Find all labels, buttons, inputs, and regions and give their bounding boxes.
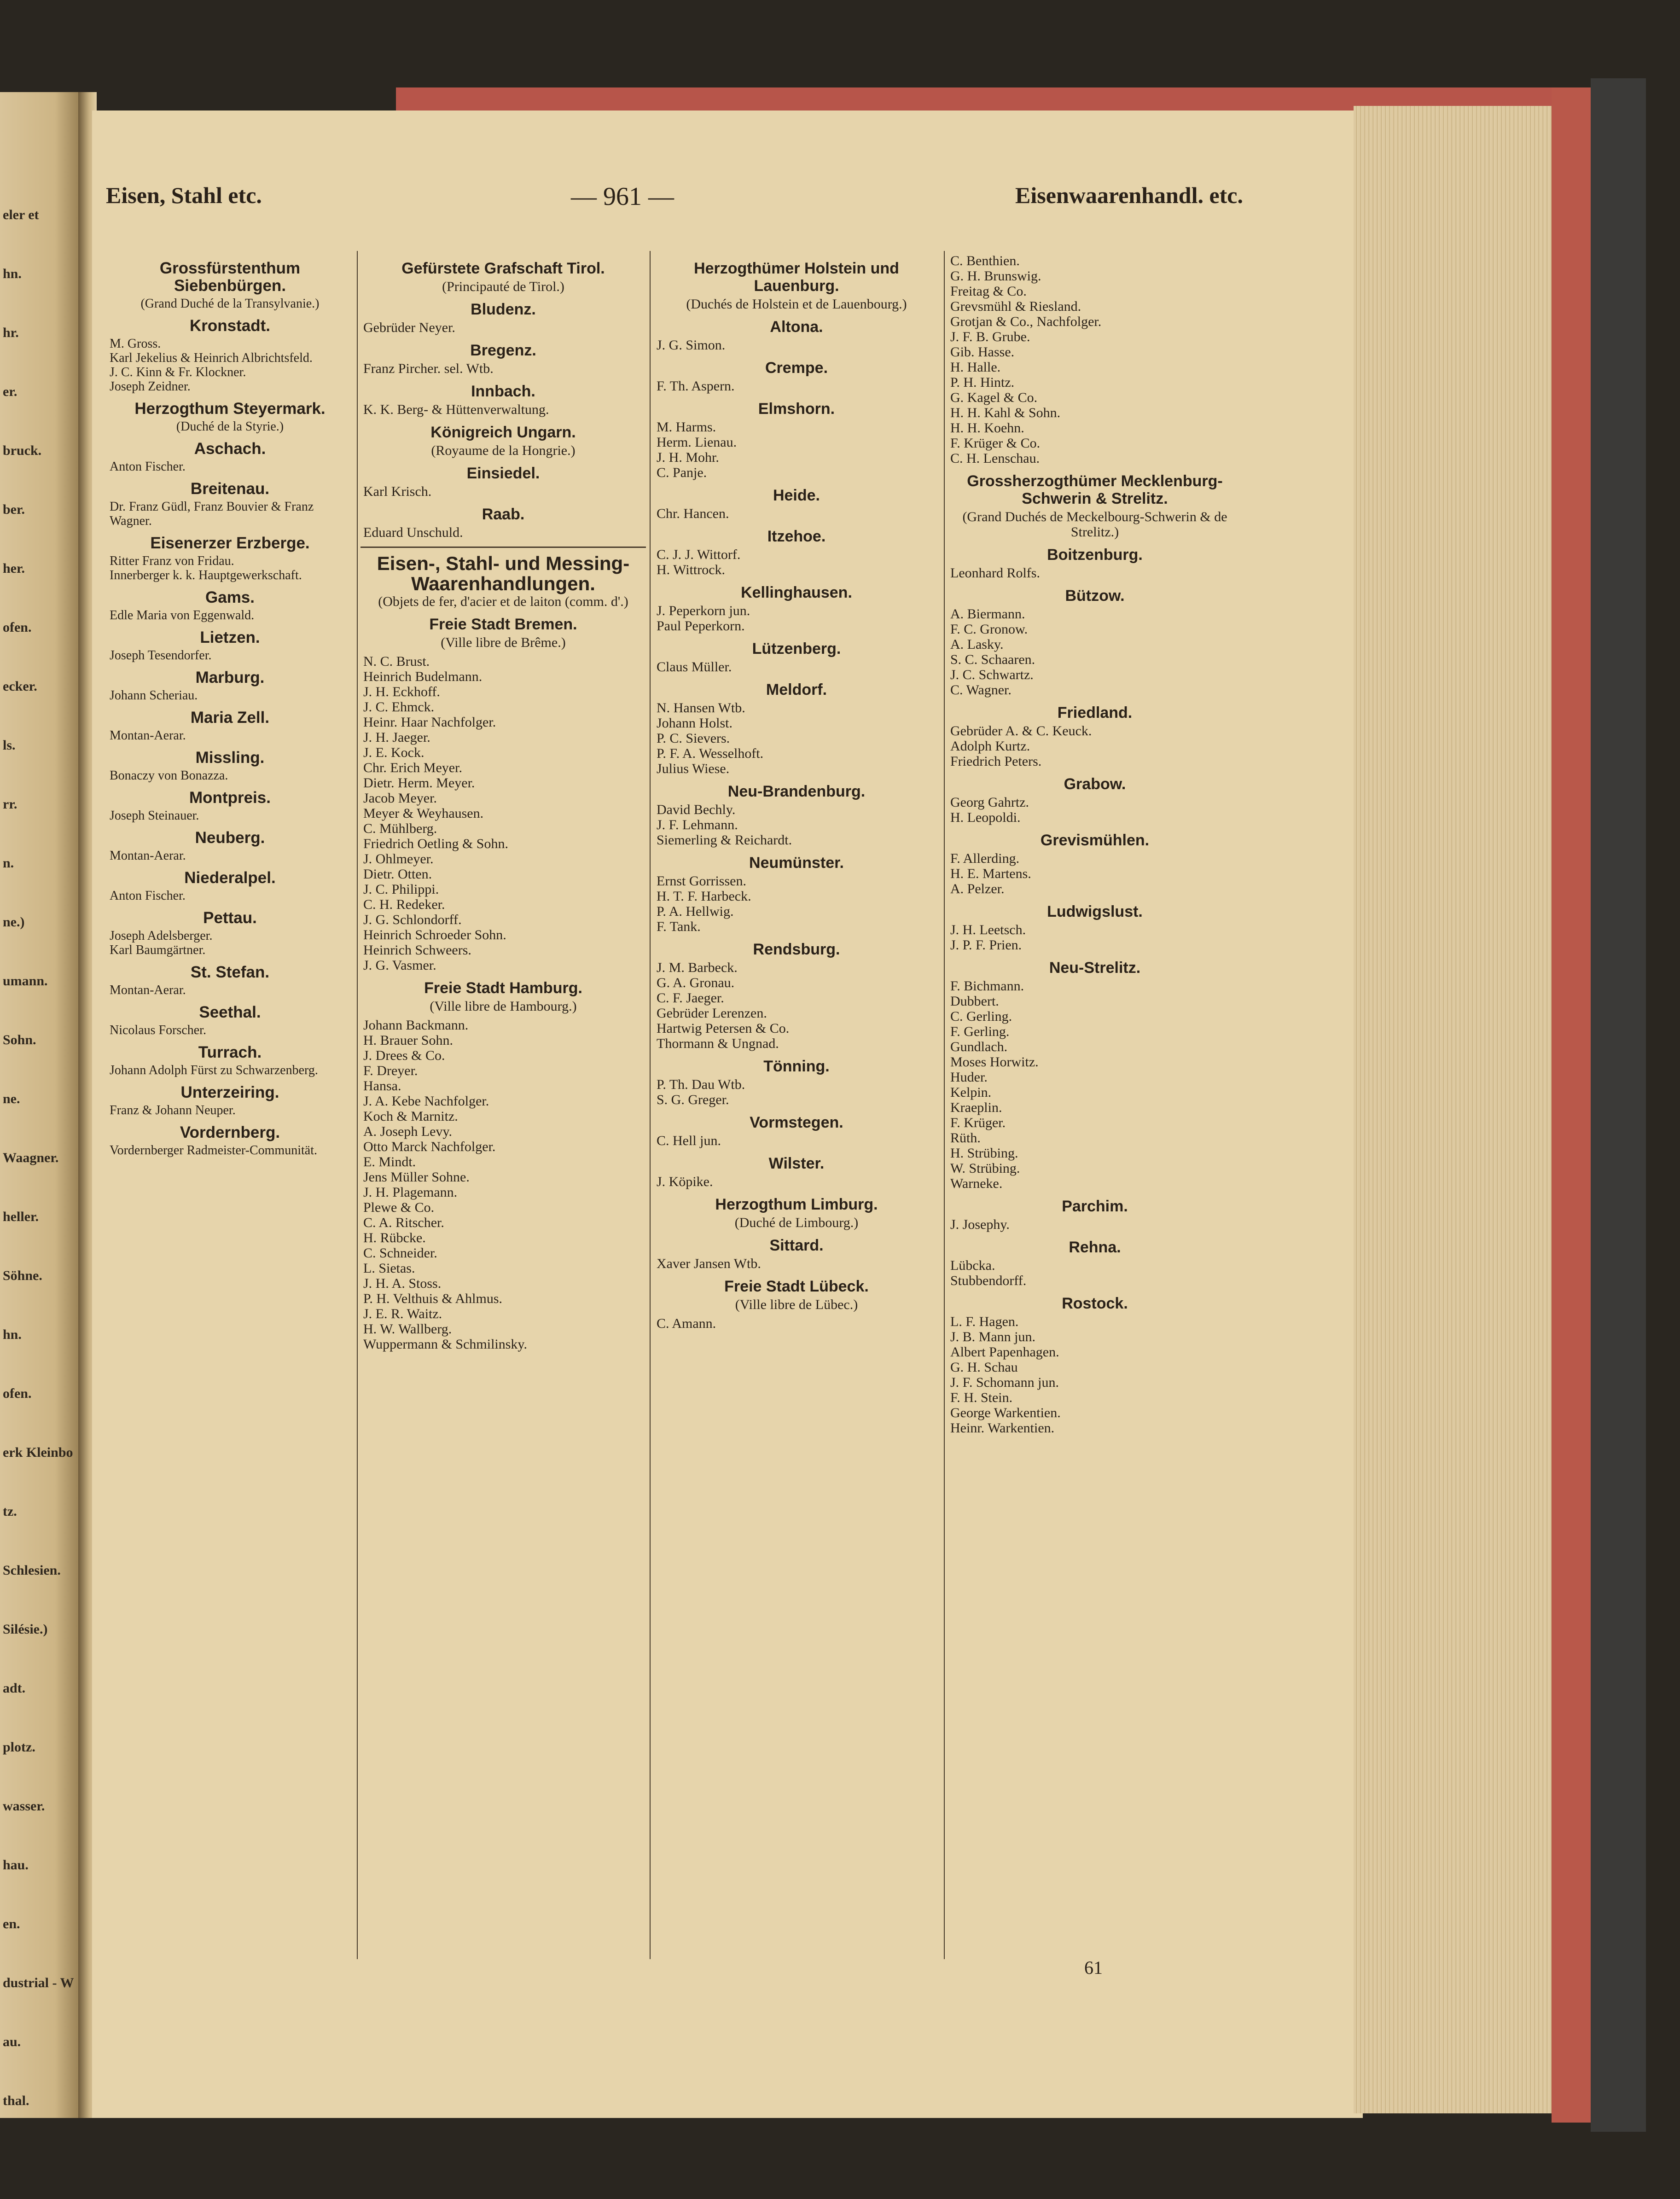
signature-mark: 61 bbox=[1084, 1957, 1103, 1978]
directory-entry: C. F. Jaeger. bbox=[657, 990, 724, 1006]
place-heading: Friedland. bbox=[1057, 704, 1133, 721]
directory-entry: A. Joseph Levy. bbox=[363, 1124, 453, 1139]
directory-entry: P. F. A. Wesselhoft. bbox=[657, 746, 764, 761]
directory-entry: C. Amann. bbox=[657, 1316, 716, 1331]
directory-entry: Freitag & Co. bbox=[950, 284, 1027, 299]
directory-entry: Joseph Adelsberger. bbox=[110, 929, 213, 943]
directory-entry: J. G. Simon. bbox=[657, 337, 726, 353]
place-heading: Breitenau. bbox=[190, 480, 270, 498]
directory-entry: A. Pelzer. bbox=[950, 881, 1005, 896]
previous-page-text: ne.) bbox=[3, 914, 25, 930]
directory-entry: J. Peperkorn jun. bbox=[657, 603, 750, 618]
directory-entry: Gib. Hasse. bbox=[950, 344, 1015, 360]
directory-entry: Xaver Jansen Wtb. bbox=[657, 1256, 761, 1271]
previous-page-text: hr. bbox=[3, 325, 19, 340]
previous-page-text: dustrial - W bbox=[3, 1975, 74, 1990]
directory-entry: Edle Maria von Eggenwald. bbox=[110, 608, 255, 622]
directory-entry: Heinr. Haar Nachfolger. bbox=[363, 715, 496, 730]
subheading: (Grand Duché de la Transylvanie.) bbox=[140, 297, 320, 311]
directory-entry: Franz Pircher. sel. Wtb. bbox=[363, 361, 494, 376]
previous-page-text: ls. bbox=[3, 738, 16, 753]
place-heading: Wilster. bbox=[768, 1155, 825, 1172]
place-heading: Itzehoe. bbox=[767, 528, 826, 545]
directory-entry: Joseph Tesendorfer. bbox=[110, 648, 212, 663]
directory-entry: H. Brauer Sohn. bbox=[363, 1033, 453, 1048]
place-heading: Freie Stadt Hamburg. bbox=[424, 979, 582, 997]
header-right: Eisenwaarenhandl. etc. bbox=[1015, 182, 1243, 208]
directory-entry: J. Drees & Co. bbox=[363, 1048, 445, 1063]
directory-entry: Friedrich Peters. bbox=[950, 754, 1042, 769]
directory-entry: Gebrüder Neyer. bbox=[363, 320, 455, 335]
place-heading: Rostock. bbox=[1062, 1295, 1128, 1312]
directory-entry: C. H. Lenschau. bbox=[950, 451, 1040, 466]
directory-entry: C. J. J. Wittorf. bbox=[657, 547, 741, 562]
directory-entry: G. H. Brunswig. bbox=[950, 268, 1041, 284]
place-heading: Eisenerzer Erzberge. bbox=[150, 534, 310, 552]
directory-entry: Anton Fischer. bbox=[110, 460, 186, 474]
directory-entry: M. Harms. bbox=[657, 419, 716, 435]
place-heading: Parchim. bbox=[1062, 1198, 1128, 1215]
directory-entry: H. W. Wallberg. bbox=[363, 1321, 452, 1337]
previous-page-text: tz. bbox=[3, 1504, 17, 1519]
directory-entry: Montan-Aerar. bbox=[110, 728, 186, 743]
previous-page-fragment bbox=[0, 92, 78, 2118]
directory-entry: J. F. Schomann jun. bbox=[950, 1375, 1059, 1390]
previous-page-text: er. bbox=[3, 384, 17, 399]
place-heading: Freie Stadt Lübeck. bbox=[724, 1278, 869, 1295]
place-heading: Innbach. bbox=[471, 383, 535, 400]
directory-entry: C. H. Redeker. bbox=[363, 897, 445, 912]
directory-entry: Hansa. bbox=[363, 1078, 401, 1094]
directory-entry: Joseph Steinauer. bbox=[110, 809, 199, 823]
place-heading: Rendsburg. bbox=[753, 941, 840, 958]
place-heading: Kellinghausen. bbox=[741, 584, 852, 601]
previous-page-text: eler et bbox=[3, 207, 39, 222]
column-2 bbox=[360, 253, 646, 1352]
place-heading: Vormstegen. bbox=[750, 1114, 843, 1131]
directory-entry: F. H. Stein. bbox=[950, 1390, 1013, 1405]
directory-entry: Koch & Marnitz. bbox=[363, 1109, 458, 1124]
directory-entry: Claus Müller. bbox=[657, 659, 732, 675]
directory-entry: P. Th. Dau Wtb. bbox=[657, 1077, 745, 1092]
place-heading: Pettau. bbox=[203, 909, 257, 927]
directory-entry: Heinrich Schweers. bbox=[363, 942, 471, 958]
directory-entry: C. Panje. bbox=[657, 465, 707, 480]
column-rule bbox=[650, 251, 651, 1959]
place-heading: Raab. bbox=[482, 506, 525, 523]
directory-entry: J. C. Ehmck. bbox=[363, 699, 435, 715]
column-4 bbox=[948, 253, 1242, 1436]
directory-entry: P. A. Hellwig. bbox=[657, 904, 734, 919]
place-heading: Boitzenburg. bbox=[1047, 546, 1143, 564]
previous-page-text: plotz. bbox=[3, 1739, 35, 1755]
directory-entry: Plewe & Co. bbox=[363, 1200, 435, 1215]
directory-entry: F. Bichmann. bbox=[950, 978, 1024, 994]
directory-entry: Montan-Aerar. bbox=[110, 983, 186, 997]
directory-entry: Gundlach. bbox=[950, 1039, 1008, 1054]
previous-page-text: n. bbox=[3, 855, 14, 871]
directory-entry: Moses Horwitz. bbox=[950, 1054, 1039, 1070]
directory-entry: J. Köpike. bbox=[657, 1174, 713, 1189]
directory-entry: H. T. F. Harbeck. bbox=[657, 889, 751, 904]
previous-page-text: rr. bbox=[3, 797, 17, 812]
directory-entry: J. C. Schwartz. bbox=[950, 667, 1034, 682]
place-heading: Königreich Ungarn. bbox=[430, 424, 576, 441]
directory-entry: L. Sietas. bbox=[363, 1261, 415, 1276]
place-heading: Einsiedel. bbox=[466, 465, 540, 482]
directory-entry: G. H. Schau bbox=[950, 1360, 1018, 1375]
directory-entry: Johann Scheriau. bbox=[110, 688, 198, 703]
directory-entry: Ernst Gorrissen. bbox=[657, 873, 746, 889]
subheading: (Ville libre de Lübec.) bbox=[735, 1297, 858, 1312]
directory-entry: Karl Krisch. bbox=[363, 484, 432, 499]
place-heading: Herzogthum Limburg. bbox=[715, 1196, 878, 1213]
place-heading: Gefürstete Grafschaft Tirol. bbox=[401, 260, 605, 277]
directory-entry: H. H. Kahl & Sohn. bbox=[950, 405, 1061, 420]
directory-entry: Rüth. bbox=[950, 1130, 981, 1146]
place-heading: Bludenz. bbox=[471, 301, 536, 318]
directory-entry: Warneke. bbox=[950, 1176, 1003, 1191]
directory-entry: Grotjan & Co., Nachfolger. bbox=[950, 314, 1102, 329]
previous-page-text: her. bbox=[3, 561, 25, 576]
directory-entry: Franz & Johann Neuper. bbox=[110, 1103, 236, 1117]
directory-entry: J. F. B. Grube. bbox=[950, 329, 1030, 344]
subheading: (Duché de Limbourg.) bbox=[734, 1215, 859, 1230]
directory-entry: E. Mindt. bbox=[363, 1154, 416, 1169]
directory-entry: J. F. Lehmann. bbox=[657, 817, 738, 832]
subheading: (Ville libre de Brême.) bbox=[441, 635, 566, 650]
directory-entry: Gebrüder Lerenzen. bbox=[657, 1006, 767, 1021]
place-heading: Niederalpel. bbox=[184, 869, 276, 887]
directory-entry: J. M. Barbeck. bbox=[657, 960, 738, 975]
directory-entry: Dr. Franz Güdl, Franz Bouvier & Franz Wagner. bbox=[110, 500, 314, 528]
directory-entry: Meyer & Weyhausen. bbox=[363, 806, 484, 821]
directory-entry: Paul Peperkorn. bbox=[657, 618, 745, 634]
previous-page-text: Silésie.) bbox=[3, 1622, 48, 1637]
place-heading: Meldorf. bbox=[766, 681, 827, 698]
directory-entry: George Warkentien. bbox=[950, 1405, 1061, 1420]
place-heading: Ludwigslust. bbox=[1047, 903, 1143, 920]
directory-entry: Thormann & Ungnad. bbox=[657, 1036, 779, 1051]
directory-entry: C. Wagner. bbox=[950, 682, 1011, 698]
directory-entry: J. H. Leetsch. bbox=[950, 922, 1026, 937]
directory-entry: Johann Holst. bbox=[657, 716, 732, 731]
directory-entry: F. Tank. bbox=[657, 919, 701, 934]
directory-entry: H. E. Martens. bbox=[950, 866, 1031, 881]
directory-entry: Jacob Meyer. bbox=[363, 791, 437, 806]
place-heading: Tönning. bbox=[763, 1058, 830, 1075]
place-heading: Rehna. bbox=[1069, 1239, 1121, 1256]
directory-entry: J. H. Mohr. bbox=[657, 450, 719, 465]
page-number: — 961 — bbox=[571, 182, 674, 211]
directory-entry: W. Strübing. bbox=[950, 1161, 1020, 1176]
directory-entry: Nicolaus Forscher. bbox=[110, 1023, 206, 1037]
directory-entry: Johann Adolph Fürst zu Schwarzenberg. bbox=[110, 1063, 318, 1077]
place-heading: Bützow. bbox=[1065, 587, 1125, 605]
directory-entry: F. Dreyer. bbox=[363, 1063, 418, 1078]
subheading: (Principauté de Tirol.) bbox=[442, 279, 564, 294]
place-heading: Aschach. bbox=[194, 440, 266, 458]
previous-page-text: hau. bbox=[3, 1857, 29, 1873]
directory-entry: H. Leopoldi. bbox=[950, 810, 1021, 825]
previous-page-text: Söhne. bbox=[3, 1268, 42, 1283]
place-heading: Grevismühlen. bbox=[1040, 832, 1150, 849]
red-cover-edge bbox=[1552, 87, 1591, 2123]
directory-entry: Georg Gahrtz. bbox=[950, 795, 1029, 810]
directory-entry: Vordernberger Radmeister-Communität. bbox=[110, 1143, 317, 1158]
directory-entry: G. Kagel & Co. bbox=[950, 390, 1038, 405]
directory-entry: J. E. Kock. bbox=[363, 745, 424, 760]
place-heading: Missling. bbox=[195, 749, 265, 767]
directory-entry: Karl Jekelius & Heinrich Albrichtsfeld. bbox=[110, 351, 313, 365]
column-1 bbox=[107, 253, 353, 1158]
place-heading: Crempe. bbox=[765, 359, 828, 377]
directory-entry: P. H. Velthuis & Ahlmus. bbox=[363, 1291, 503, 1306]
previous-page-text: umann. bbox=[3, 973, 48, 989]
directory-entry: H. Strübing. bbox=[950, 1146, 1018, 1161]
directory-entry: H. Halle. bbox=[950, 360, 1001, 375]
directory-entry: F. Gerling. bbox=[950, 1024, 1010, 1039]
previous-page-text: ofen. bbox=[3, 620, 32, 635]
directory-entry: J. A. Kebe Nachfolger. bbox=[363, 1094, 489, 1109]
directory-entry: G. A. Gronau. bbox=[657, 975, 735, 990]
directory-entry: J. G. Vasmer. bbox=[363, 958, 436, 973]
directory-entry: C. Mühlberg. bbox=[363, 821, 437, 836]
place-heading: Altona. bbox=[770, 318, 823, 336]
previous-page-text: ber. bbox=[3, 502, 25, 517]
section-title: Eisen-, Stahl- und Messing-Waarenhandlungen. bbox=[360, 547, 646, 594]
subheading: (Duchés de Holstein et de Lauenbourg.) bbox=[686, 297, 907, 312]
directory-entry: J. H. Eckhoff. bbox=[363, 684, 440, 699]
directory-entry: Dietr. Otten. bbox=[363, 867, 432, 882]
directory-entry: C. Gerling. bbox=[950, 1009, 1012, 1024]
place-heading: Turrach. bbox=[198, 1043, 262, 1061]
directory-entry: F. Krüger. bbox=[950, 1115, 1006, 1130]
place-heading: Heide. bbox=[773, 487, 820, 504]
previous-page-text: Waagner. bbox=[3, 1150, 59, 1165]
directory-entry: Leonhard Rolfs. bbox=[950, 565, 1040, 581]
directory-entry: Kelpin. bbox=[950, 1085, 992, 1100]
directory-entry: Montan-Aerar. bbox=[110, 849, 186, 863]
subheading: (Ville libre de Hambourg.) bbox=[430, 999, 577, 1014]
directory-entry: C. A. Ritscher. bbox=[363, 1215, 444, 1230]
directory-entry: Anton Fischer. bbox=[110, 889, 186, 903]
place-heading: Gams. bbox=[205, 588, 255, 606]
directory-entry: J. H. A. Stoss. bbox=[363, 1276, 442, 1291]
directory-entry: F. Th. Aspern. bbox=[657, 378, 735, 394]
place-heading: Lietzen. bbox=[200, 628, 260, 646]
directory-entry: Bonaczy von Bonazza. bbox=[110, 768, 228, 783]
place-heading: Vordernberg. bbox=[180, 1123, 280, 1141]
previous-page-text: au. bbox=[3, 2034, 21, 2049]
place-heading: Maria Zell. bbox=[190, 709, 270, 727]
directory-entry: Stubbendorff. bbox=[950, 1273, 1027, 1288]
directory-entry: Dubbert. bbox=[950, 994, 999, 1009]
directory-entry: Siemerling & Reichardt. bbox=[657, 832, 792, 848]
directory-entry: Johann Backmann. bbox=[363, 1018, 469, 1033]
directory-entry: Albert Papenhagen. bbox=[950, 1344, 1059, 1360]
directory-entry: Wuppermann & Schmilinsky. bbox=[363, 1337, 527, 1352]
previous-page-text: wasser. bbox=[3, 1798, 45, 1814]
directory-entry: Chr. Erich Meyer. bbox=[363, 760, 462, 775]
place-heading: Lützenberg. bbox=[752, 640, 841, 657]
directory-entry: J. B. Mann jun. bbox=[950, 1329, 1036, 1344]
directory-entry: Karl Baumgärtner. bbox=[110, 943, 206, 957]
column-3 bbox=[654, 253, 939, 1331]
subheading: (Royaume de la Hongrie.) bbox=[431, 443, 576, 458]
place-heading: Grossfürstenthum Siebenbürgen. bbox=[159, 259, 301, 295]
column-rule bbox=[357, 251, 358, 1959]
directory-entry: A. Biermann. bbox=[950, 606, 1025, 622]
place-heading: Neu-Brandenburg. bbox=[727, 783, 866, 800]
book-cover bbox=[1591, 78, 1646, 2132]
directory-entry: F. C. Gronow. bbox=[950, 622, 1028, 637]
directory-entry: Dietr. Herm. Meyer. bbox=[363, 775, 475, 791]
place-heading: Sittard. bbox=[769, 1237, 824, 1254]
directory-entry: L. F. Hagen. bbox=[950, 1314, 1019, 1329]
previous-page-text: ecker. bbox=[3, 679, 37, 694]
directory-entry: Innerberger k. k. Hauptgewerkschaft. bbox=[110, 568, 302, 582]
place-heading: Kronstadt. bbox=[190, 317, 270, 335]
directory-entry: S. G. Greger. bbox=[657, 1092, 729, 1107]
directory-entry: Chr. Hancen. bbox=[657, 506, 729, 521]
directory-entry: F. Allerding. bbox=[950, 851, 1020, 866]
place-heading: Seethal. bbox=[199, 1003, 261, 1021]
place-heading: Grabow. bbox=[1064, 775, 1126, 793]
place-heading: Neumünster. bbox=[749, 854, 844, 872]
place-heading: Herzogthümer Holstein und Lauenburg. bbox=[694, 260, 899, 295]
directory-entry: C. Benthien. bbox=[950, 253, 1020, 268]
previous-page-text: en. bbox=[3, 1916, 20, 1931]
directory-entry: Herm. Lienau. bbox=[657, 435, 737, 450]
directory-entry: H. Wittrock. bbox=[657, 562, 726, 577]
directory-entry: C. Hell jun. bbox=[657, 1133, 721, 1148]
directory-entry: Jens Müller Sohne. bbox=[363, 1169, 470, 1185]
previous-page-text: Schlesien. bbox=[3, 1563, 61, 1578]
directory-entry: H. H. Koehn. bbox=[950, 420, 1024, 436]
previous-page-text: ofen. bbox=[3, 1386, 32, 1401]
directory-entry: P. H. Hintz. bbox=[950, 375, 1015, 390]
previous-page-text: adt. bbox=[3, 1681, 26, 1696]
place-heading: Montpreis. bbox=[189, 789, 271, 807]
directory-entry: Gebrüder A. & C. Keuck. bbox=[950, 723, 1092, 739]
place-heading: St. Stefan. bbox=[190, 963, 270, 981]
place-heading: Herzogthum Steyermark. bbox=[134, 400, 326, 418]
directory-entry: J. H. Jaeger. bbox=[363, 730, 430, 745]
directory-entry: J. G. Schlondorff. bbox=[363, 912, 462, 927]
directory-entry: J. Josephy. bbox=[950, 1217, 1010, 1232]
directory-entry: S. C. Schaaren. bbox=[950, 652, 1035, 667]
directory-entry: N. C. Brust. bbox=[363, 654, 430, 669]
directory-entry: Huder. bbox=[950, 1070, 988, 1085]
directory-entry: P. C. Sievers. bbox=[657, 731, 730, 746]
place-heading: Grossherzogthümer Mecklenburg-Schwerin & Strelitz. bbox=[967, 472, 1223, 507]
place-heading: Bregenz. bbox=[470, 342, 536, 359]
place-heading: Neu-Strelitz. bbox=[1049, 959, 1141, 977]
place-heading: Unterzeiring. bbox=[180, 1083, 279, 1101]
page-block-edge bbox=[1354, 106, 1552, 2113]
previous-page-text: erk Kleinbo bbox=[3, 1445, 73, 1460]
previous-page-text: hn. bbox=[3, 266, 22, 281]
previous-page-text: thal. bbox=[3, 2093, 29, 2108]
directory-entry: H. Rübcke. bbox=[363, 1230, 426, 1245]
directory-entry: K. K. Berg- & Hüttenverwaltung. bbox=[363, 402, 549, 417]
directory-entry: Heinr. Warkentien. bbox=[950, 1420, 1055, 1436]
directory-entry: Eduard Unschuld. bbox=[363, 525, 463, 540]
directory-entry: J. P. F. Prien. bbox=[950, 937, 1022, 953]
previous-page-text: Sohn. bbox=[3, 1032, 36, 1047]
directory-entry: Heinrich Schroeder Sohn. bbox=[363, 927, 506, 942]
directory-entry: J. E. R. Waitz. bbox=[363, 1306, 442, 1321]
directory-entry: M. Gross. bbox=[110, 337, 161, 351]
running-header bbox=[106, 182, 1243, 219]
header-left: Eisen, Stahl etc. bbox=[106, 182, 262, 208]
directory-entry: Adolph Kurtz. bbox=[950, 739, 1030, 754]
directory-entry: Otto Marck Nachfolger. bbox=[363, 1139, 496, 1154]
previous-page-text: heller. bbox=[3, 1209, 39, 1224]
place-heading: Freie Stadt Bremen. bbox=[429, 616, 577, 633]
column-rule bbox=[944, 251, 945, 1959]
directory-entry: Kraeplin. bbox=[950, 1100, 1002, 1115]
directory-entry: J. C. Philippi. bbox=[363, 882, 439, 897]
previous-page-text: bruck. bbox=[3, 443, 42, 458]
previous-page-text: ne. bbox=[3, 1091, 20, 1106]
directory-entry: David Bechly. bbox=[657, 802, 736, 817]
subheading: (Duché de la Styrie.) bbox=[176, 419, 284, 434]
directory-entry: F. Krüger & Co. bbox=[950, 436, 1041, 451]
directory-entry: N. Hansen Wtb. bbox=[657, 700, 745, 716]
directory-entry: C. Schneider. bbox=[363, 1245, 437, 1261]
directory-entry: Joseph Zeidner. bbox=[110, 379, 191, 394]
subheading: (Objets de fer, d'acier et de laiton (comm. d'.) bbox=[378, 594, 628, 609]
directory-entry: A. Lasky. bbox=[950, 637, 1004, 652]
directory-entry: Julius Wiese. bbox=[657, 761, 730, 776]
directory-entry: Ritter Franz von Fridau. bbox=[110, 554, 234, 568]
directory-entry: Grevsmühl & Riesland. bbox=[950, 299, 1081, 314]
directory-entry: J. H. Plagemann. bbox=[363, 1185, 458, 1200]
directory-entry: J. Ohlmeyer. bbox=[363, 851, 434, 867]
place-heading: Marburg. bbox=[195, 669, 265, 686]
directory-entry: Hartwig Petersen & Co. bbox=[657, 1021, 790, 1036]
directory-entry: Lübcka. bbox=[950, 1258, 995, 1273]
place-heading: Neuberg. bbox=[195, 829, 265, 847]
subheading: (Grand Duchés de Meckelbourg-Schwerin & de Strelitz.) bbox=[962, 509, 1227, 540]
directory-entry: J. C. Kinn & Fr. Klockner. bbox=[110, 365, 246, 379]
previous-page-text: hn. bbox=[3, 1327, 22, 1342]
directory-entry: Friedrich Oetling & Sohn. bbox=[363, 836, 508, 851]
place-heading: Elmshorn. bbox=[758, 400, 835, 418]
directory-entry: Heinrich Budelmann. bbox=[363, 669, 482, 684]
